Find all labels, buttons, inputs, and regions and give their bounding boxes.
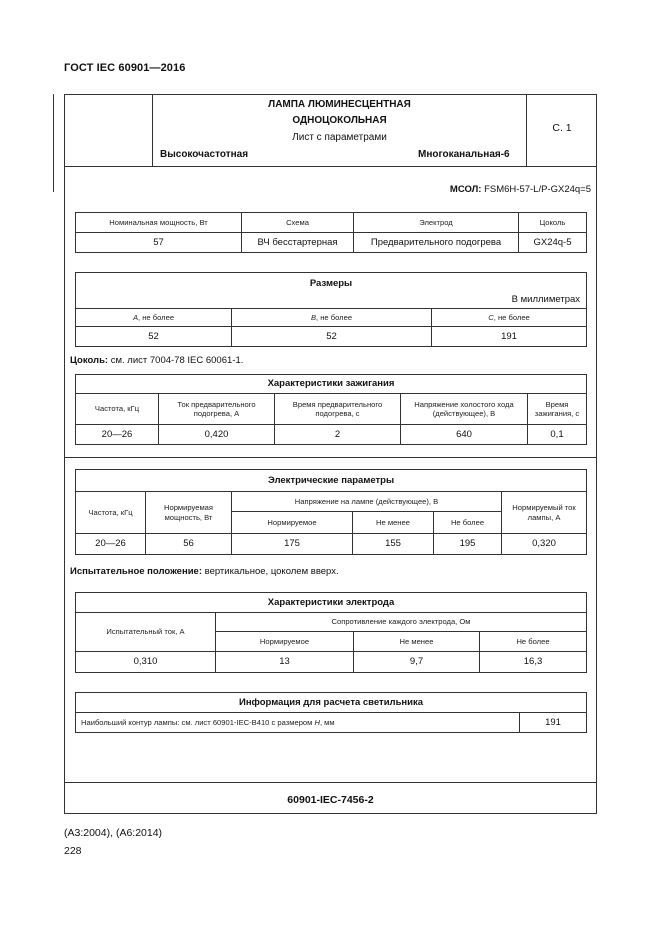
- dimensions-table: [75, 272, 586, 346]
- dim-header-a: A, не более: [76, 309, 232, 327]
- ign-header-open-voltage: Напряжение холостого хода (действующее), В: [401, 394, 528, 425]
- ign-value-ignition-time: 0,1: [528, 425, 587, 445]
- el-sub-header-min: Не менее: [353, 512, 434, 534]
- main-value-scheme: ВЧ бесстартерная: [242, 233, 354, 253]
- ign-header-ignition-time: Время зажигания, с: [528, 394, 587, 425]
- ign-value-preheat-time: 2: [275, 425, 401, 445]
- dim-value-a: 52: [76, 327, 232, 347]
- electrode-table: [75, 592, 586, 672]
- el-sub-header-rated: Нормируемое: [232, 512, 353, 534]
- main-value-electrode: Предварительного подогрева: [354, 233, 519, 253]
- el-header-freq: Частота, кГц: [76, 492, 146, 534]
- el-value-voltage-min: 155: [353, 534, 434, 555]
- el-value-power: 56: [146, 534, 232, 555]
- dim-header-b: B, не более: [232, 309, 432, 327]
- ignition-title: Характеристики зажигания: [76, 375, 587, 394]
- el-value-current: 0,320: [502, 534, 587, 555]
- ign-header-preheat-current: Ток предварительного подогрева, А: [159, 394, 275, 425]
- mcol-value: FSM6H-57-L/P-GX24q=5: [484, 184, 591, 195]
- luminaire-table: [75, 692, 586, 732]
- cap-note-label: Цоколь:: [70, 355, 109, 366]
- header-left-tag: Высокочастотная: [160, 149, 249, 160]
- el-header-power: Нормируемая мощность, Вт: [146, 492, 232, 534]
- amendments: (А3:2004), (А6:2014): [64, 827, 163, 839]
- dimensions-unit: В миллиметрах: [511, 294, 581, 305]
- header-title-line2: ОДНОЦОКОЛЬНАЯ: [292, 115, 387, 126]
- main-header-scheme: Схема: [242, 213, 354, 233]
- header-bottom-line: [64, 166, 597, 167]
- section-divider-2: [64, 782, 597, 783]
- main-params-table: [75, 212, 586, 252]
- mcol-label: МСОЛ:: [449, 184, 482, 195]
- ed-value-test-current: 0,310: [76, 652, 216, 673]
- ignition-table: [75, 374, 586, 444]
- ed-header-resistance: Сопротивление каждого электрода, Ом: [216, 613, 587, 632]
- left-margin-line: [53, 94, 54, 192]
- header-subtitle: Лист с параметрами: [292, 132, 387, 143]
- ed-sub-header-min: Не менее: [354, 632, 480, 652]
- ign-value-freq: 20—26: [76, 425, 159, 445]
- cap-note-text: см. лист 7004-78 IEC 60061-1.: [108, 355, 244, 366]
- test-position-label: Испытательное положение:: [70, 566, 202, 577]
- el-value-freq: 20—26: [76, 534, 146, 555]
- electrode-title: Характеристики электрода: [76, 593, 587, 613]
- electrical-table: [75, 469, 586, 554]
- ign-header-freq: Частота, кГц: [76, 394, 159, 425]
- main-header-cap: Цоколь: [519, 213, 587, 233]
- el-value-voltage-rated: 175: [232, 534, 353, 555]
- main-value-power: 57: [76, 233, 242, 253]
- el-header-current: Нормируемый ток лампы, А: [502, 492, 587, 534]
- ed-value-rated: 13: [216, 652, 354, 673]
- main-header-electrode: Электрод: [354, 213, 519, 233]
- page-number: 228: [64, 845, 82, 857]
- header-title-line1: ЛАМПА ЛЮМИНЕСЦЕНТНАЯ: [268, 99, 411, 110]
- cap-note: [70, 355, 243, 366]
- luminaire-title: Информация для расчета светильника: [76, 693, 587, 713]
- section-divider-1: [64, 457, 597, 458]
- ign-header-preheat-time: Время предварительного подогрева, с: [275, 394, 401, 425]
- test-position-text: вертикальное, цоколем вверх.: [201, 566, 339, 577]
- main-value-cap: GX24q-5: [519, 233, 587, 253]
- mcol-line: [430, 184, 591, 195]
- ed-value-max: 16,3: [480, 652, 587, 673]
- el-value-voltage-max: 195: [434, 534, 502, 555]
- electrical-title: Электрические параметры: [76, 470, 587, 492]
- ign-value-preheat-current: 0,420: [159, 425, 275, 445]
- ign-value-open-voltage: 640: [401, 425, 528, 445]
- dim-header-c: C, не более: [432, 309, 587, 327]
- dimensions-title-cell: [76, 273, 587, 309]
- ed-sub-header-max: Не более: [480, 632, 587, 652]
- header-page-label: С. 1: [552, 122, 572, 134]
- el-header-voltage: Напряжение на лампе (действующее), В: [232, 492, 502, 512]
- sheet-number: 60901-IEC-7456-2: [287, 794, 374, 806]
- luminaire-value: 191: [520, 713, 587, 733]
- ed-header-test-current: Испытательный ток, А: [76, 613, 216, 652]
- main-header-power: Номинальная мощность, Вт: [76, 213, 242, 233]
- luminaire-text: Наибольший контур лампы: см. лист 60901-IEC-B410 с размером H, мм: [76, 713, 520, 733]
- dim-value-c: 191: [432, 327, 587, 347]
- ed-value-min: 9,7: [354, 652, 480, 673]
- el-sub-header-max: Не более: [434, 512, 502, 534]
- dimensions-title: Размеры: [309, 278, 353, 289]
- test-position-note: [70, 566, 339, 577]
- ed-sub-header-rated: Нормируемое: [216, 632, 354, 652]
- dim-value-b: 52: [232, 327, 432, 347]
- header-right-tag: Многоканальная-6: [418, 149, 510, 160]
- document-code: ГОСТ IEC 60901—2016: [64, 62, 186, 74]
